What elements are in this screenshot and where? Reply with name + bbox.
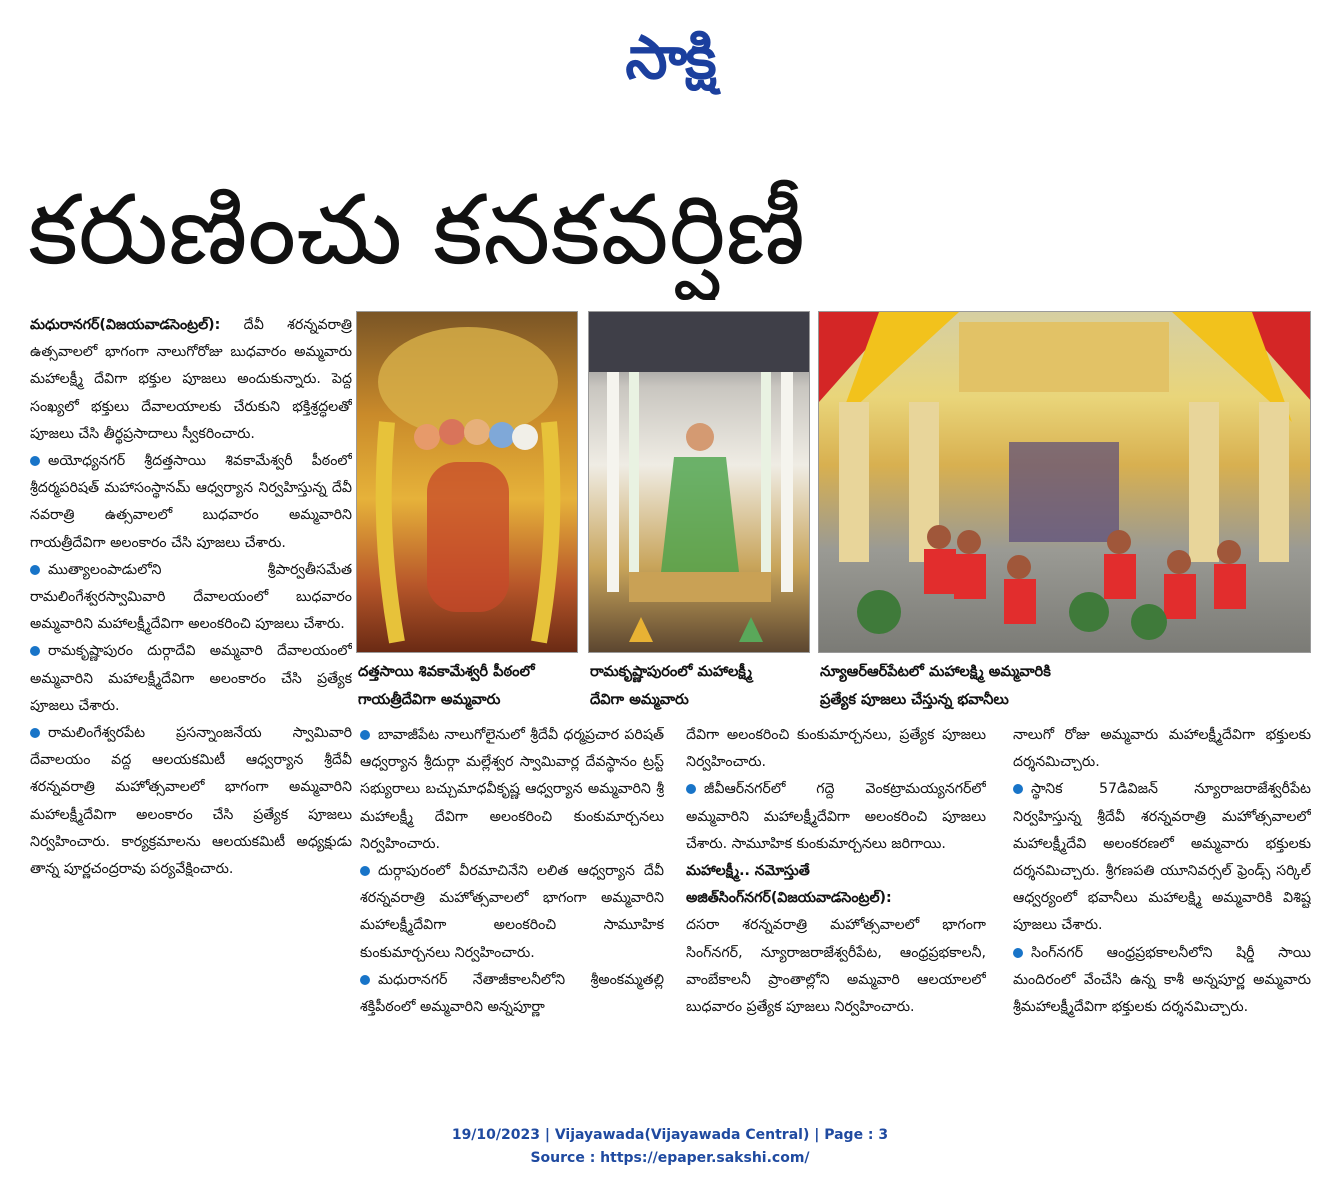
- bullet-icon: [1013, 784, 1023, 794]
- paragraph-text: ముత్యాలంపాడులోని శ్రీపార్వతీసమేత రామలింగేశ్వరస్వామివారి దేవాలయంలో బుధవారం అమ్మవారిని మహాలక్ష్మీదేవిగా అలంకరించి పూజలు చేశారు.: [30, 561, 352, 633]
- article-column-4: [1013, 722, 1311, 1082]
- paragraph: [1013, 940, 1311, 1022]
- paragraph: [686, 885, 986, 912]
- paragraph-text: బావాజీపేట నాలుగోలైనులో శ్రీదేవీ ధర్మప్రచార పరిషత్‌ ఆధ్వర్యాన శ్రీదుర్గా మల్లేశ్వర స్వామివార్ల దేవస్థానం ట్రస్ట్‌ సభ్యురాలు బచ్చుమాధవీకృష్ణ ఆధ్వర్యాన అమ్మవారిని శ్రీ మహాలక్ష్మీ దేవిగా అలంకరించి కుంకుమార్చనలు నిర్వహించారు.: [360, 727, 664, 852]
- paragraph: [360, 858, 664, 967]
- bullet-icon: [30, 565, 40, 575]
- bullet-icon: [360, 866, 370, 876]
- paragraph: [30, 638, 352, 720]
- bullet-icon: [30, 646, 40, 656]
- paragraph: [686, 776, 986, 858]
- paragraph: నాలుగో రోజు అమ్మవారు మహాలక్ష్మీదేవిగా భక్తులకు దర్శనమిచ్చారు.: [1013, 727, 1311, 771]
- caption-line: గాయత్రీదేవిగా అమ్మవారు: [358, 691, 501, 708]
- bullet-icon: [1013, 948, 1023, 958]
- article-column-1: [30, 312, 352, 1082]
- paragraph-text: జీవీఆర్‌నగర్‌లో గద్దె వెంకట్రామయ్యనగర్‌లో అమ్మవారిని మహాలక్ష్మీదేవిగా అలంకరించి పూజలు చేశారు. సామూహిక కుంకుమార్చనలు జరిగాయి.: [686, 781, 986, 852]
- photo-gayatri-devi: [356, 311, 578, 653]
- paragraph: [30, 557, 352, 639]
- paragraph: [1013, 776, 1311, 939]
- paragraph: [30, 448, 352, 557]
- bullet-icon: [30, 456, 40, 466]
- caption-line: న్యూఆర్‌ఆర్‌పేటలో మహాలక్ష్మి అమ్మవారికి: [820, 663, 1051, 680]
- bullet-icon: [360, 730, 370, 740]
- bullet-icon: [30, 728, 40, 738]
- paragraph-text: మధురానగర్‌ నేతాజీకాలనీలోని శ్రీఅంకమ్మతల్లి శక్తిపీఠంలో అమ్మవారిని అన్నపూర్ణా: [360, 971, 664, 1016]
- caption-line: రామకృష్ణాపురంలో మహాలక్ష్మీ: [590, 663, 753, 680]
- paragraph: [360, 722, 664, 858]
- paragraph-text: రామకృష్ణాపురం దుర్గాదేవి అమ్మవారి దేవాలయంలో అమ్మవారిని మహాలక్ష్మీదేవిగా అలంకారం చేసి ప్రత్యేక పూజలు చేశారు.: [30, 643, 352, 714]
- photo-mahalakshmi-devi-illustration: [589, 312, 810, 653]
- paragraph-text: దుర్గాపురంలో వీరమాచినేని లలిత ఆధ్వర్యాన దేవీ శరన్నవరాత్రి మహోత్సవాలలో భాగంగా అమ్మవారిని మహాలక్ష్మీదేవిగా అలంకరించి సామూహిక కుంకుమార్చనలు నిర్వహించారు.: [360, 863, 664, 961]
- footer-edition-info: 19/10/2023 | Vijayawada(Vijayawada Central) | Page : 3: [451, 1127, 889, 1143]
- photo-mahalakshmi-devi: [588, 311, 810, 653]
- photo-caption-1: [358, 658, 582, 714]
- article-column-3: [686, 722, 986, 1082]
- masthead-logo: సాక్షి: [625, 23, 715, 93]
- paragraph: దసరా శరన్నవరాత్రి మహోత్సవాలలో భాగంగా సింగ్‌నగర్‌, న్యూరాజరాజేశ్వరీపేట, ఆంధ్రప్రభకాలనీ, వాంబేకాలనీ ప్రాంతాల్లోని అమ్మవారి ఆలయాలలో బుధవారం ప్రత్యేక పూజలు నిర్వహించారు.: [686, 917, 986, 1016]
- section-subhead: మహాలక్ష్మీ.. నమోస్తుతే: [686, 863, 810, 880]
- footer-source: Source : https://epaper.sakshi.com/: [530, 1150, 810, 1166]
- paragraph-text: అయోధ్యనగర్‌ శ్రీదత్తసాయి శివకామేశ్వరీ పీఠంలో శ్రీదర్మపరిషత్‌ మహాసంస్థానమ్‌ ఆధ్వర్యాన నిర్వహిస్తున్న దేవీ నవరాత్రి ఉత్సవాలలో బుధవారం అమ్మవారిని గాయత్రీదేవిగా అలంకారం చేసి పూజలు చేశారు.: [30, 453, 352, 551]
- paragraph: దేవిగా అలంకరించి కుంకుమార్చనలు, ప్రత్యేక పూజలు నిర్వహించారు.: [686, 727, 986, 771]
- paragraph-text: స్థానిక 57డివిజన్‌ న్యూరాజరాజేశ్వరీపేట నిర్వహిస్తున్న శ్రీదేవీ శరన్నవరాత్రి మహోత్సవాలలో మహాలక్ష్మీదేవి అలంకరణలో అమ్మవారు భక్తులకు దర్శనమిచ్చారు. శ్రీగణపతి యూనివర్సల్‌ ఫ్రెండ్స్‌ సర్కిల్‌ ఆధ్వర్యంలో భవానీలు మహాలక్ష్మి అమ్మవారికి విశిష్ట పూజలు చేశారు.: [1013, 781, 1311, 934]
- paragraph: [30, 312, 352, 448]
- paragraph-text: రామలింగేశ్వరపేట ప్రసన్నాంజనేయ స్వామివారి దేవాలయం వద్ద ఆలయకమిటీ ఆధ్వర్యాన శ్రీదేవీ శరన్నవరాత్రి మహోత్సవాలలో భాగంగా అమ్మవారిని మహాలక్ష్మీదేవిగా అలంకారం చేసి ప్రత్యేక పూజలు నిర్వహించారు. కార్యక్రమాలను ఆలయకమిటీ అధ్యక్షుడు తాన్న పూర్ణచంద్రరావు పర్యవేక్షించారు.: [30, 725, 352, 878]
- bullet-icon: [360, 975, 370, 985]
- photo-caption-2: [590, 658, 814, 714]
- dateline: మధురానగర్‌(విజయవాడసెంట్రల్‌):: [30, 317, 221, 333]
- photo-bhavanis-pooja: [818, 311, 1311, 653]
- paragraph-text: సింగ్‌నగర్‌ ఆంధ్రప్రభకాలనీలోని షిర్డీ సాయి మందిరంలో వేంచేసి ఉన్న కాశీ అన్నపూర్ణ అమ్మవారు శ్రీమహాలక్ష్మీదేవిగా భక్తులకు దర్శనమిచ్చారు.: [1013, 944, 1311, 1016]
- paragraph: [360, 967, 664, 1021]
- article-column-2: [360, 722, 664, 1082]
- photo-gayatri-devi-illustration: [357, 312, 578, 653]
- headline: కరుణించు కనకవర్షిణీ: [28, 174, 806, 286]
- paragraph-text: దేవీ శరన్నవరాత్రి ఉత్సవాలలో భాగంగా నాలుగోరోజు బుధవారం అమ్మవారు మహాలక్ష్మీ దేవిగా భక్తుల పూజలు అందుకున్నారు. పెద్ద సంఖ్యలో భక్తులు దేవాలయాలకు చేరుకుని భక్తిశ్రద్ధలతో పూజలు చేసి తీర్థప్రసాదాలు స్వీకరించారు.: [30, 317, 352, 442]
- dateline: అజిత్‌సింగ్‌నగర్‌(విజయవాడసెంట్రల్‌):: [686, 890, 892, 907]
- photo-caption-3: [820, 658, 1310, 714]
- paragraph: [30, 720, 352, 883]
- caption-line: దత్తసాయి శివకామేశ్వరీ పీఠంలో: [358, 663, 535, 680]
- bullet-icon: [686, 784, 696, 794]
- caption-line: దేవిగా అమ్మవారు: [590, 691, 689, 708]
- photo-bhavanis-pooja-illustration: [819, 312, 1311, 653]
- caption-line: ప్రత్యేక పూజలు చేస్తున్న భవానీలు: [820, 691, 1009, 708]
